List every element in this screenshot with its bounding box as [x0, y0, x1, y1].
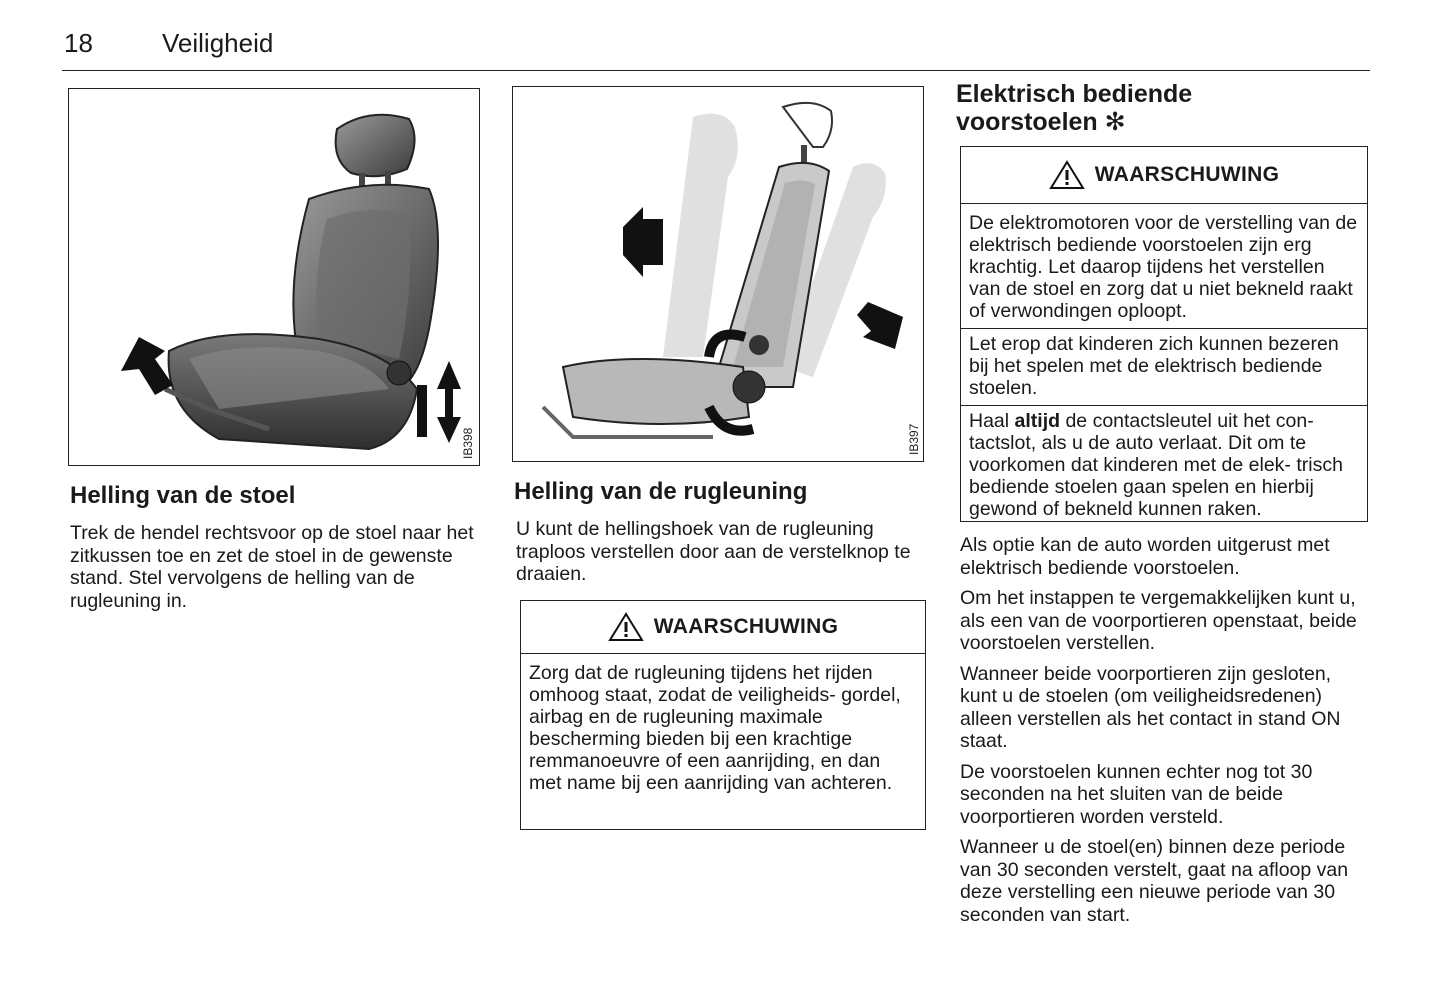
- page-number: 18: [64, 28, 93, 58]
- warning-box-backrest: [520, 600, 926, 830]
- heading-line-2: voorstoelen: [956, 108, 1098, 136]
- figure-seat-tilt: [68, 88, 480, 466]
- option-asterisk-icon: ✻: [1104, 108, 1126, 136]
- paragraph-new-period: Wanneer u de stoel(en) binnen deze periode van 30 seconden verstelt, gaat na afloop van deze verstelling een nieuwe periode van 30 seconden van start.: [960, 836, 1349, 926]
- heading-backrest-tilt: Helling van de rugleuning: [514, 478, 808, 505]
- warning-header: [961, 147, 1367, 204]
- heading-seat-tilt: Helling van de stoel: [70, 482, 296, 509]
- figure-code-middle: IB397: [907, 423, 921, 455]
- backrest-illustration: [513, 87, 923, 461]
- heading-electric-seats: [956, 80, 1192, 136]
- header-rule: [62, 70, 1370, 71]
- warning-title: WAARSCHUWING: [1094, 163, 1280, 186]
- warning-triangle-icon: [608, 612, 644, 642]
- seat-illustration: [69, 89, 479, 465]
- figure-code-left: IB398: [461, 427, 475, 459]
- paragraph-30-seconds: De voorstoelen kunnen echter nog tot 30 seconden na het sluiten van de beide voorportieren worden versteld.: [960, 760, 1313, 828]
- warning-title: WAARSCHUWING: [653, 615, 839, 638]
- warning-header: [521, 601, 925, 654]
- electric-seats-text: [960, 534, 1372, 934]
- figure-backrest-tilt: [512, 86, 924, 462]
- warning-paragraph-2: Let erop dat kinderen zich kunnen bezeren bij het spelen met de elektrisch bediende stoelen.: [961, 328, 1367, 399]
- paragraph-doors-closed: Wanneer beide voorportieren zijn gesloten, kunt u de stoelen (om veiligheidsredenen) alleen verstellen als het contact in stand ON staat.: [960, 662, 1341, 752]
- text-seat-tilt: Trek de hendel rechtsvoor op de stoel naar het zitkussen toe en zet de stoel in de gewenste stand. Stel vervolgens de helling van de rugleuning in.: [70, 522, 474, 612]
- text-backrest-tilt: U kunt de hellingshoek van de rugleuning traploos verstellen door aan de verstelknop te draaien.: [516, 518, 911, 585]
- warning-paragraph-1: De elektromotoren voor de verstelling van de elektrisch bediende voorstoelen zijn erg krachtig. Let daarop tijdens het verstellen van de stoel en zorg dat u niet bekneld raakt of verwondingen oploopt.: [969, 212, 1358, 322]
- paragraph-entry: Om het instappen te vergemakkelijken kunt u, als een van de voorportieren openstaat, beide voorstoelen verstellen.: [960, 587, 1357, 654]
- heading-line-1: Elektrisch bediende: [956, 80, 1193, 108]
- paragraph-option: Als optie kan de auto worden uitgerust met elektrisch bediende voorstoelen.: [960, 534, 1330, 579]
- warning-text: Zorg dat de rugleuning tijdens het rijden omhoog staat, zodat de veiligheids- gordel, airbag en de rugleuning maximale bescherming bieden bij een krachtige remmanoeuvre of een aanrijding, en dan met name bij een aanrijding van achteren.: [529, 662, 901, 794]
- warning-triangle-icon: [1049, 160, 1085, 190]
- warning-p3-emphasis: altijd: [1014, 410, 1061, 432]
- section-title: Veiligheid: [162, 28, 274, 58]
- warning-p3-start: Haal: [969, 410, 1015, 432]
- warning-p3-end: de contactsleutel uit het con- tactslot, als u de auto verlaat. Dit om te voorkomen dat kinderen met de elek- trisch bediende stoelen gaan spelen en hierbij gewond of bekneld kunnen raken.: [969, 410, 1343, 520]
- warning-paragraph-3: [961, 405, 1367, 520]
- warning-box-electric: [960, 146, 1368, 522]
